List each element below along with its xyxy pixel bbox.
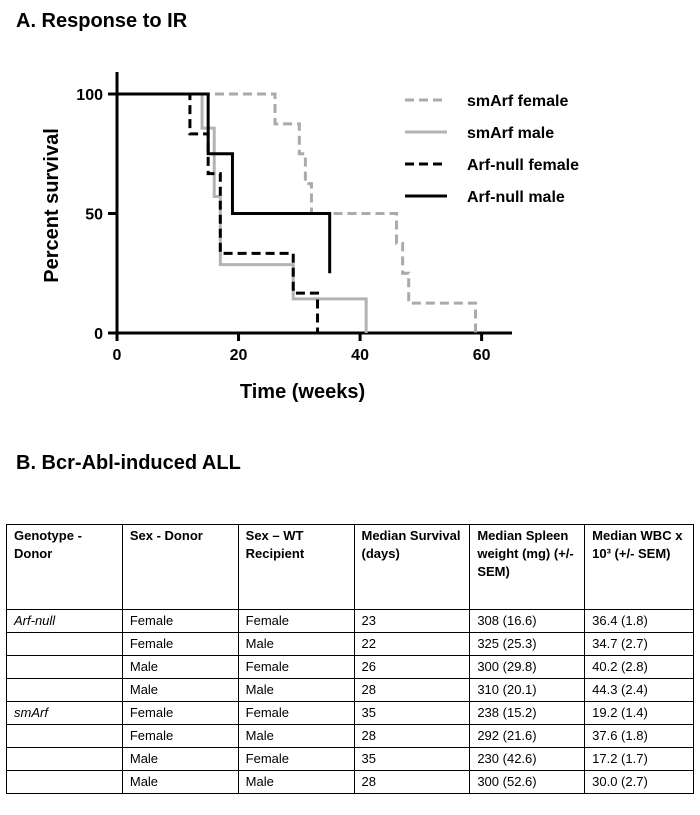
table-cell: Male bbox=[238, 725, 354, 748]
header-spleen-weight: Median Spleen weight (mg) (+/- SEM) bbox=[470, 525, 585, 610]
table-row bbox=[7, 748, 694, 771]
y-tick-label: 0 bbox=[94, 326, 103, 343]
table-cell bbox=[7, 748, 123, 771]
table-cell: 34.7 (2.7) bbox=[585, 633, 694, 656]
table-cell: 26 bbox=[354, 656, 470, 679]
table-cell: 230 (42.6) bbox=[470, 748, 585, 771]
table-cell: 17.2 (1.7) bbox=[585, 748, 694, 771]
x-axis-label: Time (weeks) bbox=[239, 381, 366, 403]
table-row bbox=[7, 633, 694, 656]
table-header-row bbox=[7, 525, 694, 610]
table-cell: 300 (29.8) bbox=[470, 656, 585, 679]
table-cell: Female bbox=[122, 610, 238, 633]
table-cell: 310 (20.1) bbox=[470, 679, 585, 702]
table-cell: 35 bbox=[354, 748, 470, 771]
table-cell: Male bbox=[122, 748, 238, 771]
table-cell: 19.2 (1.4) bbox=[585, 702, 694, 725]
survival-curve-3 bbox=[117, 94, 330, 273]
chart-axes bbox=[76, 72, 512, 364]
table-cell: 37.6 (1.8) bbox=[585, 725, 694, 748]
table-row bbox=[7, 610, 694, 633]
chart-legend bbox=[405, 93, 579, 206]
panel-a-title: A. Response to IR bbox=[16, 10, 188, 32]
legend-label: Arf-null male bbox=[467, 189, 565, 206]
table-cell bbox=[7, 656, 123, 679]
results-table bbox=[6, 524, 694, 794]
survival-chart bbox=[0, 40, 700, 420]
table-cell: 44.3 (2.4) bbox=[585, 679, 694, 702]
header-median-survival: Median Survival (days) bbox=[354, 525, 470, 610]
table-cell: Arf-null bbox=[7, 610, 123, 633]
table-cell: 28 bbox=[354, 771, 470, 794]
table-cell: 28 bbox=[354, 679, 470, 702]
table-cell: 22 bbox=[354, 633, 470, 656]
table-cell: 308 (16.6) bbox=[470, 610, 585, 633]
table-cell: Male bbox=[238, 633, 354, 656]
table-cell: Female bbox=[238, 610, 354, 633]
table-cell: 23 bbox=[354, 610, 470, 633]
table-cell: 30.0 (2.7) bbox=[585, 771, 694, 794]
table-cell: Female bbox=[238, 656, 354, 679]
table-cell: 40.2 (2.8) bbox=[585, 656, 694, 679]
chart-series bbox=[117, 94, 476, 333]
table-cell: Male bbox=[122, 771, 238, 794]
header-wbc: Median WBC x 10³ (+/- SEM) bbox=[585, 525, 694, 610]
table-cell bbox=[7, 725, 123, 748]
table-cell: Male bbox=[122, 656, 238, 679]
table-row bbox=[7, 725, 694, 748]
table-cell: Female bbox=[238, 748, 354, 771]
table-cell: 35 bbox=[354, 702, 470, 725]
table-cell: 238 (15.2) bbox=[470, 702, 585, 725]
table-cell: 300 (52.6) bbox=[470, 771, 585, 794]
legend-label: Arf-null female bbox=[467, 157, 580, 174]
y-axis-label: Percent survival bbox=[41, 128, 63, 283]
x-tick-label: 60 bbox=[472, 347, 491, 364]
table-cell bbox=[7, 771, 123, 794]
table-cell: 292 (21.6) bbox=[470, 725, 585, 748]
table-cell: Male bbox=[238, 771, 354, 794]
table-row bbox=[7, 656, 694, 679]
x-tick-label: 20 bbox=[229, 347, 248, 364]
table-cell: smArf bbox=[7, 702, 123, 725]
table-cell: Female bbox=[122, 725, 238, 748]
table-row bbox=[7, 702, 694, 725]
x-tick-label: 0 bbox=[112, 347, 122, 364]
x-tick-label: 40 bbox=[351, 347, 369, 364]
header-genotype-donor: Genotype - Donor bbox=[7, 525, 123, 610]
table-cell: Female bbox=[238, 702, 354, 725]
y-tick-label: 50 bbox=[85, 206, 103, 224]
panel-b-title: B. Bcr-Abl-induced ALL bbox=[16, 452, 241, 474]
table-row bbox=[7, 771, 694, 794]
table-cell: Female bbox=[122, 702, 238, 725]
table-cell: Male bbox=[122, 679, 238, 702]
table-cell: Female bbox=[122, 633, 238, 656]
y-tick-label: 100 bbox=[76, 87, 103, 104]
table-cell: 28 bbox=[354, 725, 470, 748]
header-sex-recipient: Sex – WT Recipient bbox=[238, 525, 354, 610]
table-cell: Male bbox=[238, 679, 354, 702]
legend-label: smArf male bbox=[467, 125, 555, 142]
legend-label: smArf female bbox=[467, 93, 569, 110]
table-cell bbox=[7, 679, 123, 702]
table-cell: 36.4 (1.8) bbox=[585, 610, 694, 633]
table-cell bbox=[7, 633, 123, 656]
table-row bbox=[7, 679, 694, 702]
table-cell: 325 (25.3) bbox=[470, 633, 585, 656]
header-sex-donor: Sex - Donor bbox=[122, 525, 238, 610]
